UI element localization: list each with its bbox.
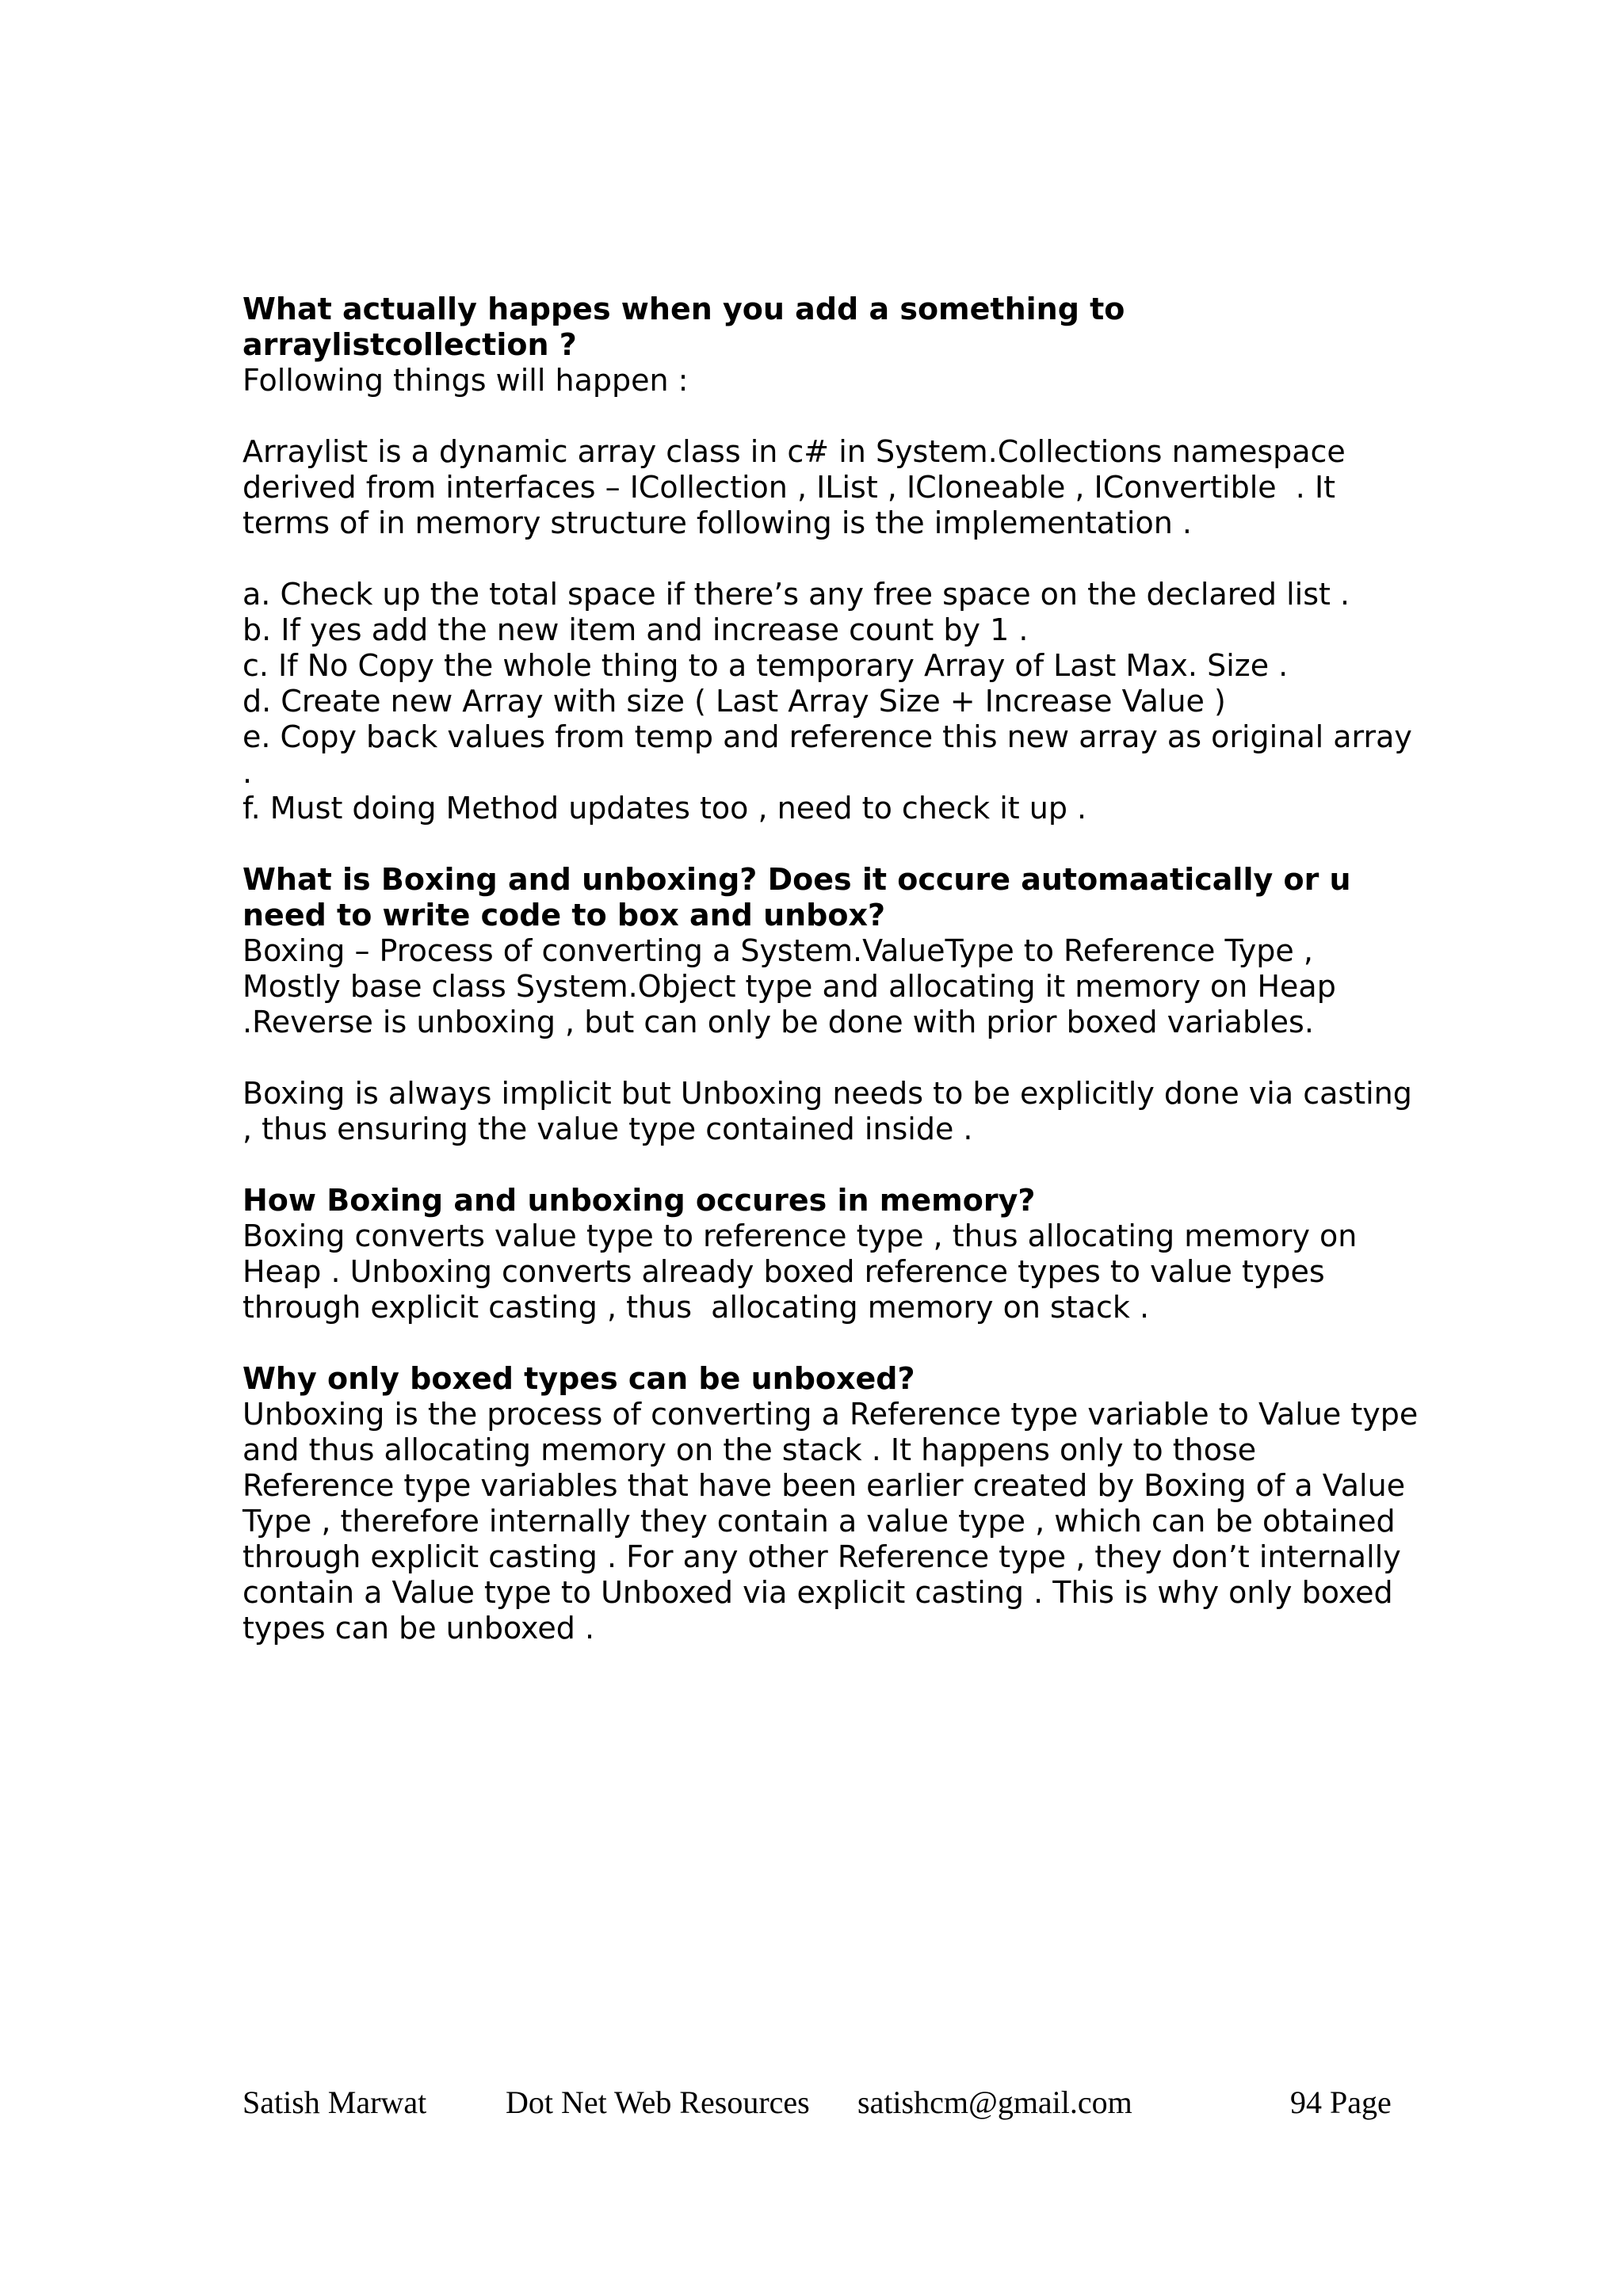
- intro-text: [242, 363, 1415, 399]
- heading-line: Why only boxed types can be unboxed?: [242, 1361, 915, 1396]
- list-item: e. Copy back values from temp and reference this new array as original array: [242, 719, 1412, 754]
- text-line: contain a Value type to Unboxed via explicit casting . This is why only boxed: [242, 1575, 1393, 1610]
- heading-line: need to write code to box and unbox?: [242, 898, 886, 933]
- section-boxing-unboxing: [242, 862, 1415, 1147]
- text-line: Boxing – Process of converting a System.ValueType to Reference Type ,: [242, 933, 1313, 968]
- section-heading: [242, 862, 1415, 933]
- footer-page-number: 94 Page: [1290, 2084, 1392, 2120]
- heading-line: What is Boxing and unboxing? Does it occure automaatically or u: [242, 862, 1351, 897]
- heading-line: How Boxing and unboxing occures in memory?: [242, 1183, 1036, 1218]
- section-arraylist: [242, 292, 1415, 826]
- text-line: Reference type variables that have been earlier created by Boxing of a Value: [242, 1468, 1406, 1503]
- steps-list: [242, 577, 1415, 826]
- text-line: Boxing is always implicit but Unboxing needs to be explicitly done via casting: [242, 1076, 1412, 1111]
- text-line: Mostly base class System.Object type and allocating it memory on Heap: [242, 969, 1336, 1004]
- text-line: Type , therefore internally they contain a value type , which can be obtained: [242, 1504, 1396, 1539]
- text-line: Boxing converts value type to reference type , thus allocating memory on: [242, 1219, 1358, 1253]
- paragraph-gap: [242, 399, 1415, 434]
- text-line: , thus ensuring the value type contained inside .: [242, 1112, 973, 1146]
- paragraph-gap: [242, 1040, 1415, 1076]
- text-line: Heap . Unboxing converts already boxed reference types to value types: [242, 1254, 1325, 1289]
- text-line: Arraylist is a dynamic array class in c# in System.Collections namespace: [242, 434, 1346, 469]
- heading-line: What actually happes when you add a something to: [242, 292, 1125, 326]
- text-line: terms of in memory structure following is the implementation .: [242, 505, 1192, 540]
- text-line: through explicit casting . For any other Reference type , they don’t internally: [242, 1539, 1401, 1574]
- section-boxing-memory: [242, 1183, 1415, 1325]
- boxing-memory-text: [242, 1219, 1415, 1325]
- section-heading: [242, 1361, 1415, 1397]
- boxing-definition: [242, 933, 1415, 1040]
- section-heading: [242, 292, 1415, 363]
- list-item: a. Check up the total space if there’s any free space on the declared list .: [242, 577, 1350, 612]
- text-line: and thus allocating memory on the stack . It happens only to those: [242, 1432, 1257, 1467]
- text-line: .Reverse is unboxing , but can only be done with prior boxed variables.: [242, 1005, 1314, 1039]
- list-item: b. If yes add the new item and increase count by 1 .: [242, 612, 1029, 647]
- section-heading: [242, 1183, 1415, 1219]
- heading-line: arraylistcollection ?: [242, 327, 577, 362]
- boxing-implicit-note: [242, 1076, 1415, 1147]
- list-item: .: [242, 755, 253, 790]
- text-line: types can be unboxed .: [242, 1611, 595, 1646]
- text-line: Unboxing is the process of converting a Reference type variable to Value type: [242, 1397, 1419, 1432]
- list-item: f. Must doing Method updates too , need to check it up .: [242, 791, 1087, 826]
- document-page: [242, 292, 1419, 1682]
- text-line: Following things will happen :: [242, 363, 689, 398]
- footer-author: Satish Marwat: [242, 2084, 427, 2120]
- arraylist-description: [242, 434, 1415, 541]
- unboxing-explanation: [242, 1397, 1419, 1646]
- section-boxed-unboxed: [242, 1361, 1419, 1646]
- text-line: through explicit casting , thus allocating memory on stack .: [242, 1290, 1150, 1325]
- footer-email: satishcm@gmail.com: [857, 2084, 1132, 2120]
- list-item: d. Create new Array with size ( Last Array Size + Increase Value ): [242, 684, 1226, 719]
- footer-site-name: Dot Net Web Resources: [506, 2084, 810, 2120]
- list-item: c. If No Copy the whole thing to a temporary Array of Last Max. Size .: [242, 648, 1289, 683]
- text-line: derived from interfaces – ICollection , IList , ICloneable , IConvertible . It: [242, 470, 1336, 505]
- paragraph-gap: [242, 541, 1415, 577]
